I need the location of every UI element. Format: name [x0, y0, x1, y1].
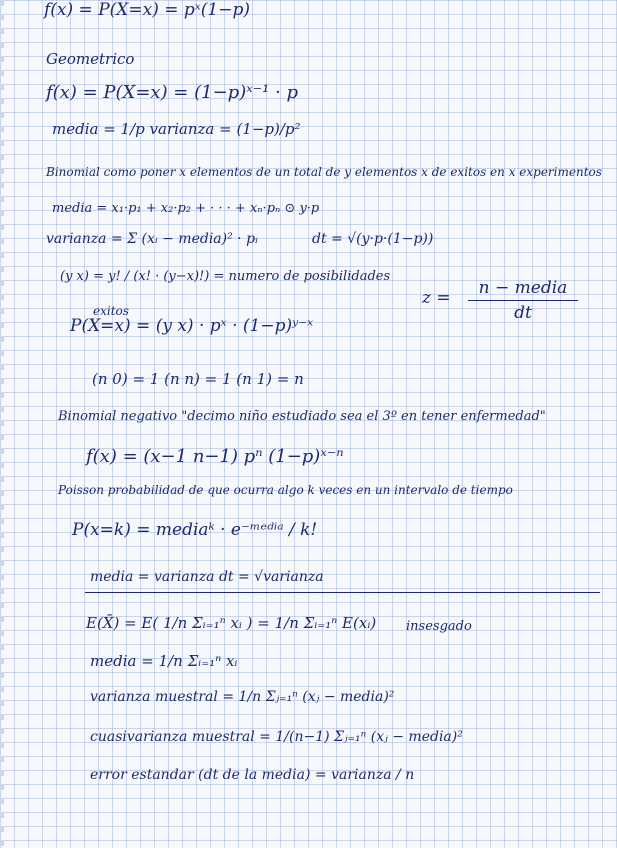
sample-quasivariance: cuasivarianza muestral = 1/(n−1) Σⱼ₌₁ⁿ (xⱼ − media)² — [90, 729, 463, 745]
binomial-probability: P(X=x) = (y x) · pˣ · (1−p)ʸ⁻ˣ — [70, 316, 314, 336]
geometric-formula: f(x) = P(X=x) = (1−p)ˣ⁻¹ · p — [46, 82, 299, 103]
exitos-note: exitos — [93, 304, 129, 318]
poisson-formula: P(x=k) = mediaᵏ · e⁻ᵐᵉᵈⁱᵃ / k! — [72, 520, 318, 540]
z-lhs: z = — [422, 288, 451, 308]
fraction-bar — [468, 300, 578, 301]
poisson-mean-variance: media = varianza dt = √varianza — [90, 569, 324, 585]
sample-mean: media = 1/n Σᵢ₌₁ⁿ xᵢ — [90, 652, 238, 670]
binomial-mean: media = x₁·p₁ + x₂·p₂ + · · · + xₙ·pₙ ⊙ y·p — [52, 201, 320, 216]
binomial-identities: (n 0) = 1 (n n) = 1 (n 1) = n — [92, 370, 304, 388]
geometric-mean-variance: media = 1/p varianza = (1−p)/p² — [52, 120, 301, 138]
sample-variance: varianza muestral = 1/n Σⱼ₌₁ⁿ (xⱼ − media)² — [90, 689, 395, 705]
heading-poisson: Poisson probabilidad de que ocurra algo k veces en un intervalo de tiempo — [58, 483, 513, 497]
unbiased-note: insesgado — [406, 619, 472, 634]
heading-negative-binomial: Binomial negativo "decimo niño estudiado sea el 3º en tener enfermedad" — [58, 409, 546, 424]
negative-binomial-formula: f(x) = (x−1 n−1) pⁿ (1−p)ˣ⁻ⁿ — [86, 446, 344, 467]
prob-formula-line: f(x) = P(X=x) = pˣ(1−p) — [44, 0, 251, 20]
expectation-formula: E(X̄) = E( 1/n Σᵢ₌₁ⁿ xᵢ ) = 1/n Σᵢ₌₁ⁿ E(xᵢ) — [86, 614, 377, 632]
standard-error: error estandar (dt de la media) = varianza / n — [90, 767, 415, 783]
page-edge — [0, 0, 4, 848]
z-fraction — [468, 278, 578, 323]
divider-line — [85, 592, 600, 593]
heading-binomial: Binomial como poner x elementos de un total de y elementos x de exitos en x experimentos — [46, 165, 602, 179]
heading-geometric: Geometrico — [46, 50, 135, 68]
binomial-dt: dt = √(y·p·(1−p)) — [312, 231, 434, 247]
binomial-coefficient: (y x) = y! / (x! · (y−x)!) = numero de posibilidades — [60, 269, 391, 284]
z-denominator: dt — [514, 303, 532, 323]
binomial-variance: varianza = Σ (xᵢ − media)² · pᵢ — [46, 231, 258, 247]
z-numerator: n − media — [478, 278, 568, 298]
